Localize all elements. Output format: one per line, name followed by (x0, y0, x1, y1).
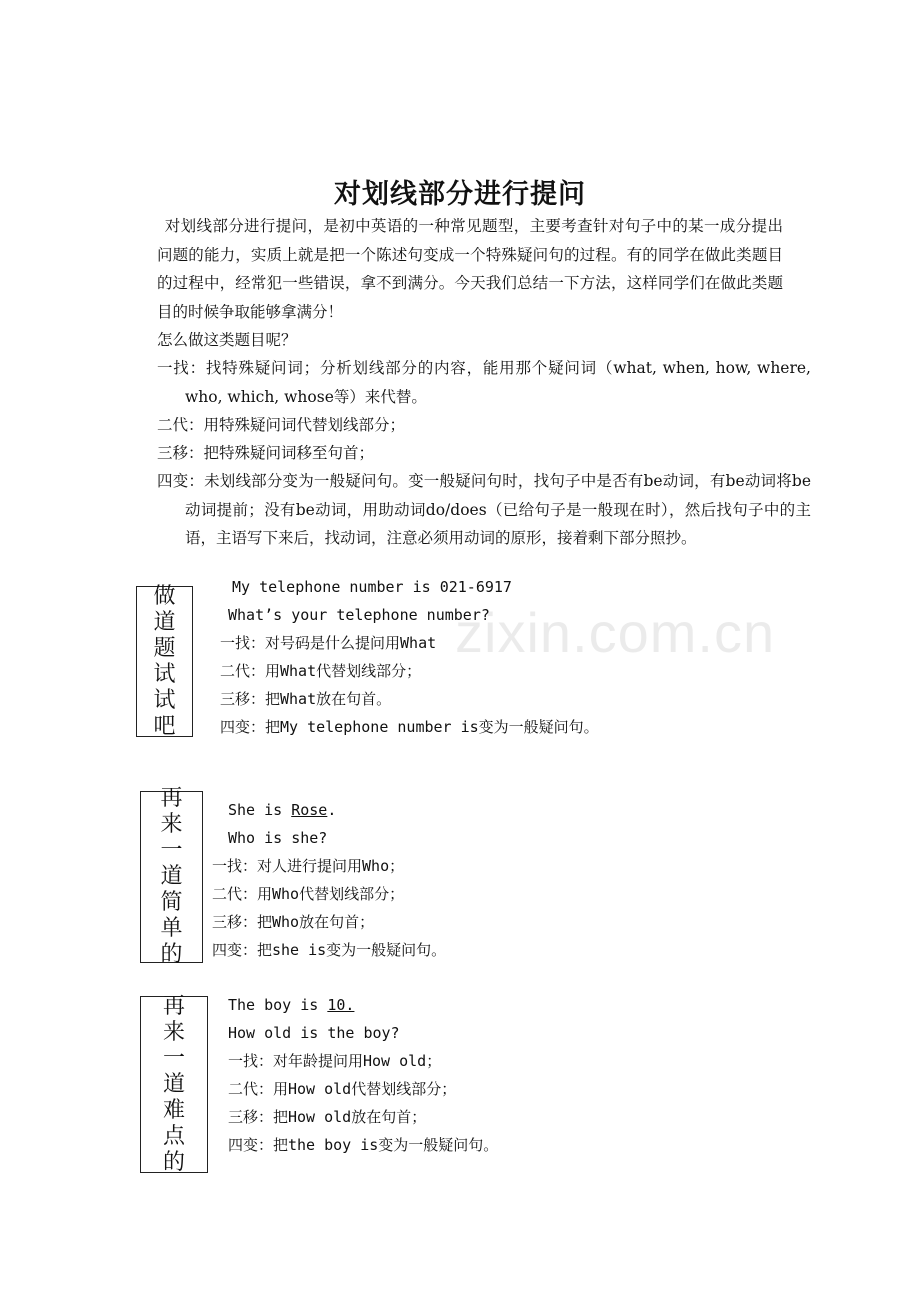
example1-step: 二代：用What代替划线部分； (220, 662, 422, 680)
example3-step: 一找：对年龄提问用How old； (228, 1052, 442, 1070)
example1-label-box (136, 583, 193, 739)
how-question: 怎么做这类题目呢？ (157, 331, 297, 349)
example2-sentence-start: She is (228, 801, 292, 819)
step-move: 三移：把特殊疑问词移至句首； (157, 444, 375, 462)
example3-question: How old is the boy? (228, 1024, 400, 1042)
example1-label-char: 题 (153, 635, 176, 661)
example3-label-char: 的 (162, 1149, 185, 1175)
page-title: 对划线部分进行提问 (334, 179, 586, 210)
intro-paragraph: 对划线部分进行提问，是初中英语的一种常见题型，主要考查针对句子中的某一成分提出问题的能力，实质上就是把一个陈述句变成一个特殊疑问句的过程。有的同学在做此类题目的过程中，经常犯一些错误，拿不到满分。今天我们总结一下方法，这样同学们在做此类题目的时候争取能够拿满分！ (157, 217, 783, 321)
example2-step: 四变：把she is变为一般疑问句。 (212, 941, 447, 959)
example1-label-char: 试 (153, 661, 176, 687)
example3-sentence-start: The boy is (228, 996, 328, 1014)
example2-label-char: 一 (160, 838, 183, 863)
example3-step: 四变：把the boy is变为一般疑问句。 (228, 1136, 499, 1154)
example3-step: 二代：用How old代替划线部分； (228, 1080, 457, 1098)
watermark: zixin.com.cn (455, 601, 776, 664)
example2-sentence (228, 796, 336, 824)
example1-step: 三移：把What放在句首。 (220, 690, 392, 708)
example1-label-char: 做 (153, 583, 176, 609)
example2-label-char: 的 (160, 942, 183, 967)
example2-label-char: 简 (160, 890, 183, 915)
example1-label-char: 试 (153, 687, 176, 713)
example2-label-char: 来 (160, 812, 183, 837)
underlined-part: Rose (291, 801, 328, 819)
example2-question: Who is she? (228, 829, 328, 847)
example1-step: 四变：把My telephone number is变为一般疑问句。 (220, 718, 599, 736)
example2-label-box (140, 786, 203, 967)
example3-label-char: 难 (162, 1097, 185, 1123)
example3-label-char: 道 (162, 1071, 185, 1097)
example3-label-box (140, 993, 208, 1175)
step-replace: 二代：用特殊疑问词代替划线部分； (157, 416, 406, 434)
example1-step: 一找：对号码是什么提问用What (220, 634, 437, 652)
step-find: 一找：找特殊疑问词；分析划线部分的内容，能用那个疑问词（what, when, how, where, who, which, whose等）来代替。 (157, 359, 811, 406)
step-change: 四变：未划线部分变为一般疑问句。变一般疑问句时，找句子中是否有be动词，有be动词将be动词提前；没有be动词，用助动词do/does（已给句子是一般现在时），然后找句子中的主语，主语写下来后，找动词，注意必须用动词的原形，接着剩下部分照抄。 (157, 472, 811, 547)
example1-label-char: 吧 (153, 713, 176, 739)
example2-label-char: 再 (160, 786, 183, 811)
example2-sentence-end: . (327, 801, 337, 819)
example3-sentence (228, 991, 354, 1019)
underlined-part: 10. (327, 996, 355, 1014)
example2-step: 三移：把Who放在句首； (212, 913, 375, 931)
example2-step: 一找：对人进行提问用Who； (212, 857, 405, 875)
example3-label-char: 一 (162, 1045, 185, 1071)
example2-label-char: 单 (160, 916, 183, 941)
example3-step: 三移：把How old放在句首； (228, 1108, 427, 1126)
example1-sentence: My telephone number is 021-6917 (232, 578, 512, 596)
example3-label-char: 点 (162, 1123, 185, 1149)
example3-label-char: 来 (162, 1019, 185, 1045)
example2-label-char: 道 (160, 864, 183, 889)
example1-label-char: 道 (153, 609, 176, 635)
example1-question: What’s your telephone number? (228, 606, 490, 624)
example2-step: 二代：用Who代替划线部分； (212, 885, 405, 903)
example3-label-char: 再 (162, 993, 185, 1019)
